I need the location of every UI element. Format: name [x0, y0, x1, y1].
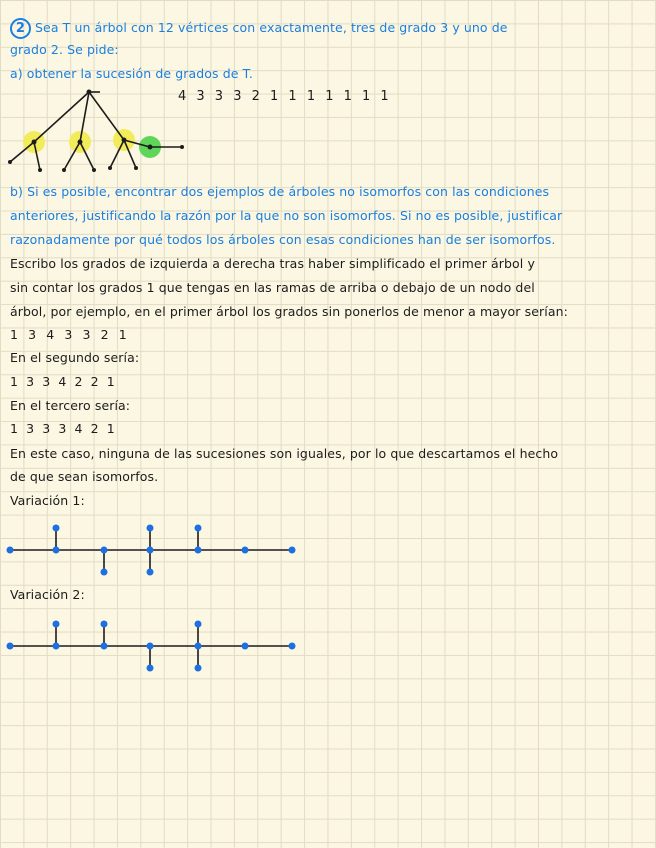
- part-b-line-2: anteriores, justificando la razón por la que no son isomorfos. Si no es posible, justificar: [10, 208, 563, 223]
- answer-line-3: árbol, por ejemplo, en el primer árbol los grados sin ponerlos de menor a mayor serían:: [10, 304, 568, 319]
- variation-2-label: Variación 2:: [10, 587, 85, 602]
- sequence-1: 1 3 4 3 3 2 1: [10, 327, 127, 342]
- sequence-2: 1 3 3 4 2 2 1: [10, 374, 115, 389]
- third-label: En el tercero sería:: [10, 398, 131, 413]
- conclusion-line-2: de que sean isomorfos.: [10, 469, 159, 484]
- variation-1-label: Variación 1:: [10, 493, 85, 508]
- answer-line-2: sin contar los grados 1 que tengas en las ramas de arriba o debajo de un nodo del: [10, 280, 535, 295]
- degree-sequence: 4 3 3 3 2 1 1 1 1 1 1 1: [178, 89, 389, 104]
- part-b-line-1: b) Si es posible, encontrar dos ejemplos de árboles no isomorfos con las condiciones: [10, 184, 550, 199]
- part-a-label: a) obtener la sucesión de grados de T.: [10, 66, 253, 81]
- second-label: En el segundo sería:: [10, 350, 140, 365]
- answer-line-1: Escribo los grados de izquierda a derecha tras haber simplificado el primer árbol y: [10, 256, 535, 271]
- problem-statement-line-2: grado 2. Se pide:: [10, 42, 119, 57]
- problem-statement-line-1: 2 Sea T un árbol con 12 vértices con exactamente, tres de grado 3 y uno de: [10, 18, 508, 39]
- sequence-3: 1 3 3 3 4 2 1: [10, 421, 115, 436]
- part-b-line-3: razonadamente por qué todos los árboles con esas condiciones han de ser isomorfos.: [10, 232, 556, 247]
- first-tree-sketch: [10, 92, 182, 170]
- conclusion-line-1: En este caso, ninguna de las sucesiones son iguales, por lo que descartamos el hecho: [10, 446, 559, 461]
- problem-number: 2: [10, 18, 31, 39]
